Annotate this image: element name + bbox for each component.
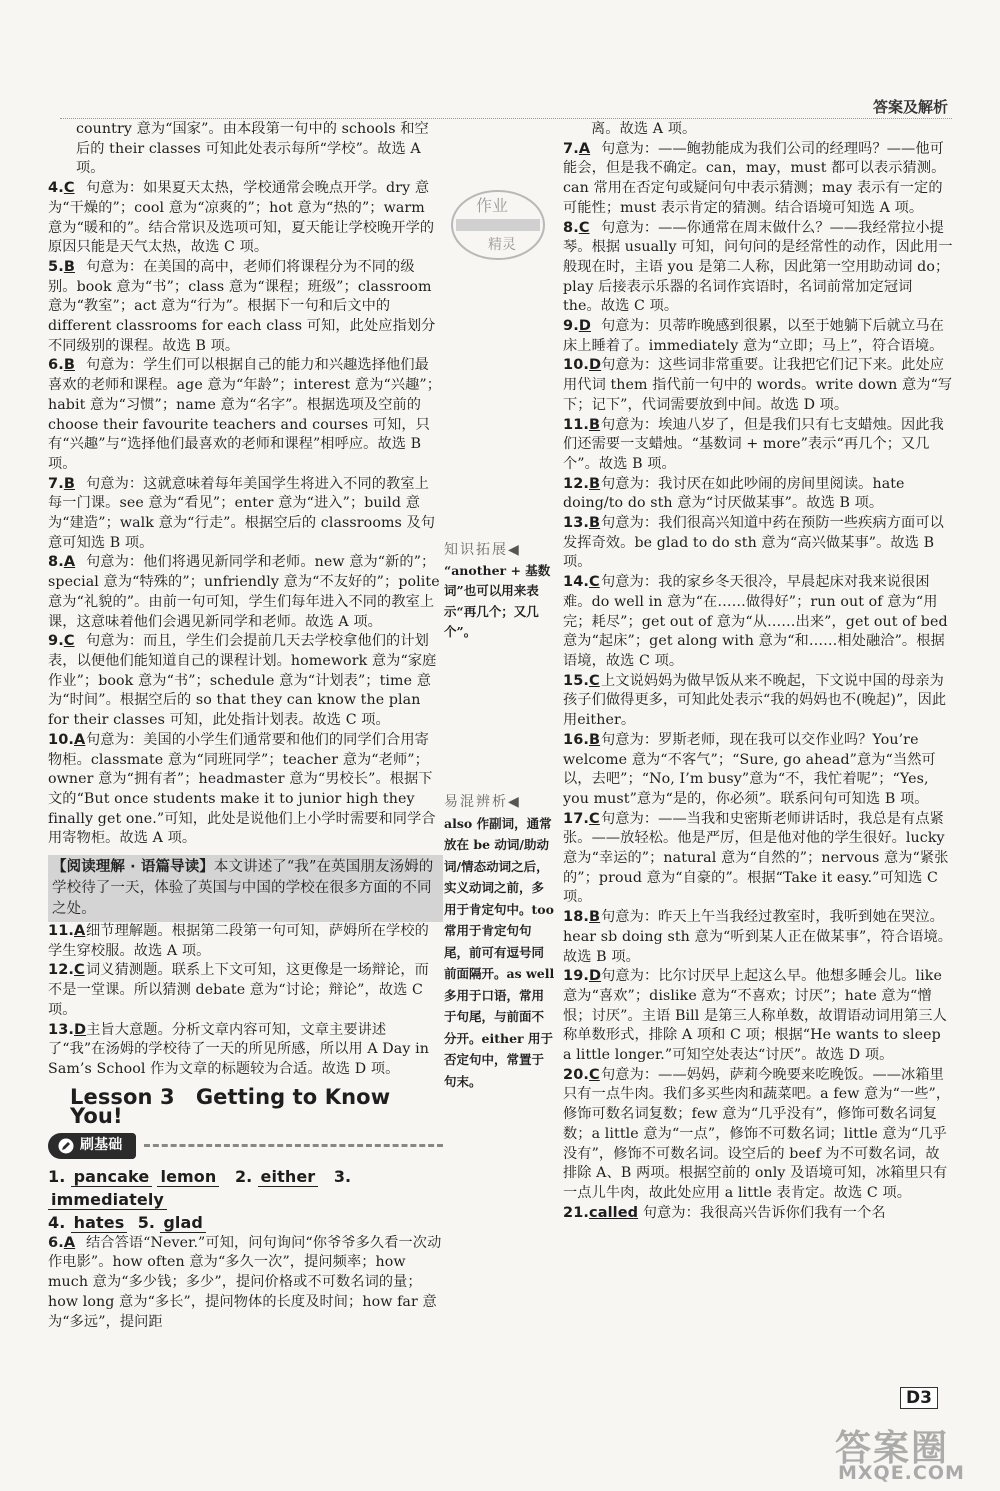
fill-num: 2. [234,1166,253,1186]
explanation-text: 句意为：昨天上午当我经过教室时，我听到她在哭泣。hear sb doing sth 意为“听到某人正在做某事”，符合语境。故选 B 项。 [563,909,953,965]
question-number: 6.A [48,1234,76,1251]
answer-item [563,1066,953,1204]
answer-item [48,356,443,474]
reading-guide [48,855,443,922]
answer-item [48,258,443,357]
explanation-text: 结合答语“Never.”可知，问句询问“你爷爷多久看一次动作电影”。how often 意为“多久一次”，提问频率；how much 意为“多少钱；多少”，提问价格或不可数名词的量；how long 意为“多长”，提问物体的长度及时间；how far 意为“多远”，提问距 [48,1234,442,1330]
question-number: 8.A [48,554,76,571]
answer-item [563,475,953,514]
site-watermark-url: MXQE.COM [838,1462,965,1484]
explanation-text: 句意为：他们将遇见新同学和老师。new 意为“新的”；special 意为“特殊的”；unfriendly 意为“不友好的”；polite 意为“礼貌的”。由前一句可知，学生们每年进入不同的教室上课，这意味着他们会遇见新同学和老师。故选 A 项。 [48,554,440,630]
question-number: 11.A [48,923,86,940]
answer-item [563,672,953,731]
explanation-text: 句意为：如果夏天太热，学校通常会晚点开学。dry 意为“干燥的”；cool 意为“凉爽的”；hot 意为“热的”；warm 意为“暖和的”。结合常识及选项可知，夏天能让学校晚开学的原因只能是天气太热，故选 C 项。 [48,180,435,256]
question-number: 17.C [563,810,600,827]
badge-divider [144,1144,443,1147]
lesson-title: Lesson 3 Getting to Know You! [70,1084,391,1129]
answer-item [48,731,443,849]
answer-item-6 [48,1234,443,1333]
basic-practice-header [48,1133,443,1159]
explanation-text: 句意为：学生们可以根据自己的能力和兴趣选择他们最喜欢的老师和课程。age 意为“年龄”；interest 意为“兴趣”；habit 意为“习惯”；name 意为“名字”。根据选项及空前的 choose their favourite teachers and courses 可知，只有“兴趣”与“选择他们最喜欢的老师和课程”相呼应。故选 B 项。 [48,357,442,472]
explanation-text: 句意为：在美国的高中，老师们将课程分为不同的级别。book 意为“书”；class 意为“课程；班级”；classroom 意为“教室”；act 意为“行为”。根据下一句和后文中的 different classrooms for each class 可知，此处应指划分不同级别的课程。故选 B 项。 [48,258,436,354]
pencil-icon [58,1138,74,1154]
question-number: 7.B [48,475,75,492]
question-number: 5.B [48,258,75,275]
question-number: 7.A [563,140,591,157]
explanation-text: 上文说妈妈为做早饭从来不晚起，下文说中国的母亲为孩子们做得更多，可知此处表示“我的妈妈也不(晚起)”，因此用either。 [563,672,947,729]
answer-item [563,416,953,475]
explanation-text: 句意为：埃迪八岁了，但是我们只有七支蜡烛。因此我们还需要一支蜡烛。“基数词 + more”表示“再几个；又几个”。故选 B 项。 [563,416,944,472]
answer-item [563,731,953,810]
fill-answer: either [258,1167,319,1187]
question-number: 10.A [48,731,86,748]
page-number: D3 [900,1387,938,1409]
fill-answers-line-1 [48,1165,443,1211]
answer-intro-right: 离。故选 A 项。 [591,121,697,137]
explanation-text: 句意为：我很高兴告诉你们我有一个名 [642,1204,886,1221]
question-number: 21.called [563,1204,639,1221]
answer-item [48,179,443,258]
fill-num: 5. [137,1212,156,1232]
reading-guide-label: 【阅读理解 · 语篇导读】 [52,859,214,876]
answer-item [563,219,953,318]
answer-item [563,356,953,415]
fill-answer: hates [71,1213,128,1233]
question-number: 10.D [563,357,602,374]
homework-stamp-icon [448,185,548,265]
question-number: 4.C [48,180,75,197]
question-number: 16.B [563,731,601,748]
explanation-text: 词义猜测题。联系上下文可知，这更像是一场辩论，而不是一堂课。所以猜测 debate 意为“讨论；辩论”，故选 C 项。 [48,962,429,1018]
question-number: 8.C [563,219,590,236]
answer-item [563,514,953,573]
reading-guide-text: 本文讲述了“我”在英国朋友汤姆的学校待了一天，体验了英国与中国的学校在很多方面的不同之处。 [52,859,434,918]
svg-text:作业: 作业 [476,196,509,215]
knowledge-extension-title: 知识拓展◀ [444,542,521,558]
question-number: 20.C [563,1066,600,1083]
explanation-text: 句意为：而且，学生们会提前几天去学校拿他们的计划表，以便他们能知道自己的课程计划。homework 意为“家庭作业”；book 意为“书”；schedule 意为“计划表”；time 意为“时间”。根据空后的 so that they can know the plan for their classes 可知，此处指计划表。故选 C 项。 [48,633,437,729]
fill-num: 4. [48,1212,66,1232]
header-section-tag: 答案及解析 [872,98,948,116]
question-number: 12.B [563,475,601,492]
confusion-analysis-text: also 作副词，通常放在 be 动词/助动词/情态动词之后，实义动词之前，多用于肯定句中。too 常用于肯定句句尾，前可有逗号同前面隔开。as well 多用于口语，常用于句尾，与前面不分开。either 用于否定句中，常置于句末。 [444,815,555,1089]
svg-text:精灵: 精灵 [488,237,516,253]
explanation-text: 句意为：——妈妈，萨莉今晚要来吃晚饭。——冰箱里只有一点牛肉。我们多买些肉和蔬菜吧。a few 意为“一些”，修饰可数名词复数；few 意为“几乎没有”，修饰可数名词复数；a little 意为“一点”，修饰不可数名词；little 意为“几乎没有”，修饰不可数名词。设空后的 beef 为不可数名词，故排除 A、B 两项。根据空前的 only 及语境可知，冰箱里只有一点儿牛肉，故此处应用 a little 表肯定。故选 C 项。 [563,1066,951,1201]
answer-item [48,553,443,632]
side-notes [444,540,556,643]
question-number: 6.B [48,357,75,374]
knowledge-extension-text: “another + 基数词”也可以用来表示“再几个；又几个”。 [444,562,551,639]
answer-item-21 [563,1204,953,1224]
question-number: 15.C [563,672,600,689]
question-number: 12.C [48,962,85,979]
explanation-text: 句意为：——当我和史密斯老师讲话时，我总是有点紧张。——放轻松。他是严厉，但是他对他的学生很好。lucky 意为“幸运的”；natural 意为“自然的”；nervous 意为“紧张的”；proud 意为“自豪的”。根据“Take it easy.”可知选 C 项。 [563,810,949,906]
side-notes-2 [444,792,556,1092]
explanation-text: 句意为：我讨厌在如此吵闹的房间里阅读。hate doing/to do sth 意为“讨厌做某事”。故选 B 项。 [563,475,905,512]
confusion-analysis-title: 易混辨析◀ [444,794,521,810]
answer-item [48,922,443,961]
question-number: 9.D [563,318,591,335]
fill-answer: pancake [71,1167,153,1187]
answer-intro: country 意为“国家”。由本段第一句中的 schools 和空后的 their classes 可知此处表示每所“学校”。故选 A 项。 [76,121,429,177]
question-number: 19.D [563,968,602,985]
site-watermark: 答案圈 [835,1428,950,1469]
explanation-text: 句意为：罗斯老师，现在我可以交作业吗？You’re welcome 意为“不客气”；“Sure, go ahead”意为“当然可以，去吧”；“No, I’m busy”意为“不，我忙着呢”；“Yes, you must”意为“是的，你必须”。联系问句可知选 B 项。 [563,731,936,807]
answer-item [563,810,953,909]
answer-item [563,967,953,1066]
answer-item [48,475,443,554]
answer-item [48,632,443,731]
answer-item [48,1021,443,1080]
explanation-text: 句意为：美国的小学生们通常要和他们的同学们合用寄物柜。classmate 意为“同班同学”；teacher 意为“老师”；owner 意为“拥有者”；headmaster 意为“男校长”。根据下文的“But once students make it to junior high they finally get one.”可知，此处是说他们上小学时需要和同学合用寄物柜。故选 A 项。 [48,731,436,847]
question-number: 18.B [563,909,601,926]
fill-answer: lemon [157,1167,219,1187]
question-number: 13.D [48,1021,87,1038]
basic-practice-label: 刷基础 [80,1137,123,1154]
question-number: 14.C [563,574,600,591]
explanation-text: 句意为：——你通常在周末做什么？——我经常拉小提琴。根据 usually 可知，问句问的是经常性的动作，因此用一般现在时，主语 you 是第二人称，因此第一空用助动词 do；play 后接表示乐器的名词作宾语时，名词前常加定冠词 the。故选 C 项。 [563,219,953,315]
explanation-text: 句意为：——鲍勃能成为我们公司的经理吗？——他可能会，但是我不确定。can，may，must 都可以表示猜测。can 常用在否定句或疑问句中表示猜测；may 表示有一定的可能性；must 表示肯定的猜测。结合语境可知选 A 项。 [563,140,946,216]
fill-answers-line-2 [48,1211,443,1234]
question-number: 13.B [563,515,601,532]
explanation-text: 句意为：比尔讨厌早上起这么早。他想多睡会儿。like 意为“喜欢”；dislike 意为“不喜欢；讨厌”；hate 意为“憎恨；讨厌”。主语 Bill 是第三人称单数，故谓语动词用第三人称单数形式，排除 A 项和 C 项；根据“He wants to sleep a little longer.”可知空处表达“讨厌”。故选 D 项。 [563,968,947,1064]
fill-num: 1. [48,1166,66,1186]
left-column [48,120,443,1332]
answer-item [563,573,953,672]
explanation-text: 细节理解题。根据第二段第一句可知，萨姆所在学校的学生穿校服。故选 A 项。 [48,923,429,959]
header-divider [60,118,952,119]
question-number: 11.B [563,416,601,433]
right-column [563,120,953,1223]
explanation-text: 句意为：我的家乡冬天很冷，早晨起床对我来说很困难。do well in 意为“在……做得好”；run out of 意为“用完；耗尽”；get out of 意为“从……出来”，get out of bed 意为“起床”；get along with 意为“和……相处融洽”。根据语境，故选 C 项。 [563,574,948,669]
answer-item [563,317,953,356]
basic-practice-badge [48,1133,136,1159]
fill-answer: immediately [48,1190,167,1210]
explanation-text: 句意为：这些词非常重要。让我把它们记下来。此处应用代词 them 指代前一句中的 words。write down 意为“写下；记下”，代词需要放到中间。故选 D 项。 [563,357,953,413]
answer-item [563,908,953,967]
fill-num: 3. [333,1166,352,1186]
answer-item [48,961,443,1020]
fill-answer: glad [160,1213,206,1233]
explanation-text: 主旨大意题。分析文章内容可知，文章主要讲述了“我”在汤姆的学校待了一天的所见所感，所以用 A Day in Sam’s School 作为文章的标题较为合适。故选 D 项。 [48,1021,429,1077]
answer-item [563,140,953,219]
explanation-text: 句意为：贝蒂昨晚感到很累，以至于她躺下后就立马在床上睡着了。immediately 意为“立即；马上”，符合语境。 [563,318,944,354]
explanation-text: 句意为：我们很高兴知道中药在预防一些疾病方面可以发挥奇效。be glad to do sth 意为“高兴做某事”。故选 B 项。 [563,515,944,571]
explanation-text: 句意为：这就意味着每年美国学生将进入不同的教室上每一门课。see 意为“看见”；enter 意为“进入”；build 意为“建造”；walk 意为“行走”。根据空后的 classrooms 及句意可知选 B 项。 [48,475,436,551]
question-number: 9.C [48,633,75,650]
